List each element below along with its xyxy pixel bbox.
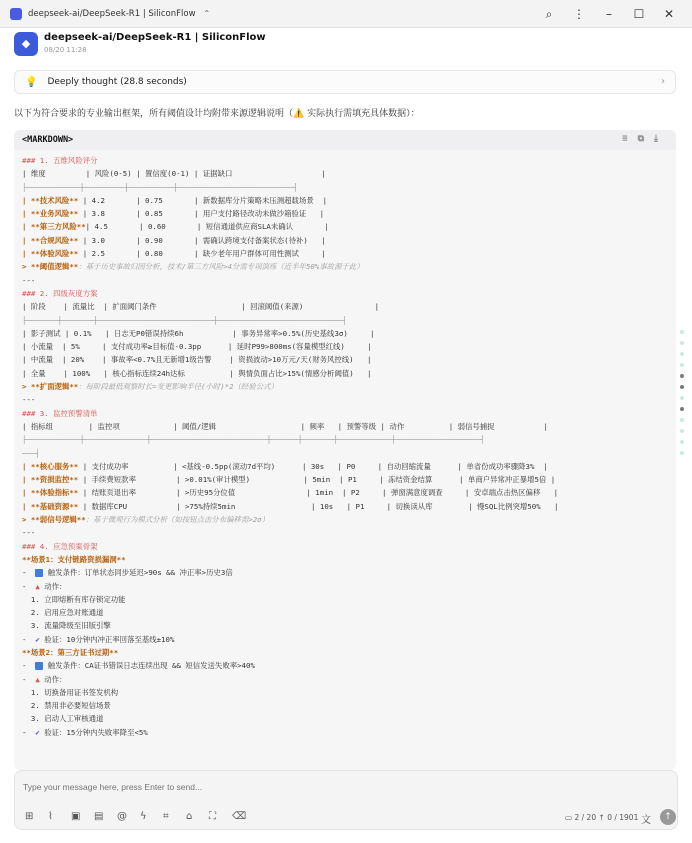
code-bold: **场景2：第三方证书过期** bbox=[22, 647, 119, 657]
alert-icon: ▲ bbox=[35, 581, 40, 591]
code-line bbox=[22, 234, 676, 247]
code-text: 验证：15分钟内失败率降至<5% bbox=[39, 727, 148, 737]
code-line bbox=[22, 447, 676, 460]
code-divider: ├────────────┼─────────┼──────────┼──────────────────────────┤ bbox=[22, 182, 298, 192]
composer-toolbar bbox=[25, 811, 255, 822]
code-text: 2. 启用应急对账通道 bbox=[22, 608, 104, 618]
grid-icon[interactable]: ⌗ bbox=[163, 811, 169, 822]
code-line bbox=[22, 194, 676, 207]
code-text: | 3.0 | 0.90 | 需确认跨境支付备案状态(待补) | bbox=[78, 235, 326, 245]
code-bold: | **第三方风险** bbox=[22, 222, 86, 232]
composer bbox=[14, 770, 678, 830]
code-bold: | **资损监控** bbox=[22, 475, 79, 485]
code-bullet: - bbox=[22, 674, 36, 684]
code-line bbox=[22, 712, 676, 725]
code-text: | 4.2 | 0.75 | 新数据库分片策略未压测超载场景 | bbox=[78, 195, 328, 205]
check-icon: ✔ bbox=[35, 634, 40, 644]
code-line bbox=[22, 380, 676, 393]
check-icon: ✔ bbox=[35, 727, 40, 737]
minimize-icon[interactable]: – bbox=[606, 7, 612, 21]
code-line bbox=[22, 260, 676, 273]
code-line bbox=[22, 154, 676, 167]
code-line bbox=[22, 726, 676, 739]
search-icon[interactable]: ⌕ bbox=[545, 6, 553, 21]
add-icon[interactable]: ⊞ bbox=[25, 811, 34, 822]
code-line bbox=[22, 220, 676, 233]
chat-header bbox=[14, 32, 674, 56]
image-icon[interactable]: ▣ bbox=[71, 811, 81, 822]
code-line bbox=[22, 407, 676, 420]
wrap-icon[interactable]: ≡ bbox=[622, 134, 638, 144]
code-text: | 影子测试 | 0.1% | 日志无P0错误持续6h | 事务异常率>0.5%(历史基线3σ) | bbox=[22, 328, 375, 338]
code-content bbox=[14, 150, 676, 739]
message-date: 08/20 11:28 bbox=[44, 46, 87, 54]
copy-icon[interactable]: ⧉ bbox=[637, 134, 655, 144]
chevron-right-icon: › bbox=[661, 76, 665, 87]
pin-icon[interactable]: ⌂ bbox=[186, 811, 193, 822]
code-line bbox=[22, 181, 676, 194]
code-heading: ### 4. 应急预案骨架 bbox=[22, 541, 98, 551]
code-text: | 全量 | 100% | 核心指标连续24h达标 | 舆情负面占比>15%(情感分析阈值) | bbox=[22, 368, 372, 378]
more-icon[interactable]: ⋮ bbox=[573, 7, 585, 21]
code-line bbox=[22, 606, 676, 619]
code-text: ：基于微观行为模式分析（如按钮点击分布偏移需>2σ） bbox=[85, 515, 269, 525]
code-text: --- bbox=[22, 275, 36, 285]
code-line bbox=[22, 699, 676, 712]
code-bullet: - bbox=[22, 661, 36, 671]
code-line bbox=[22, 526, 676, 539]
code-heading: ### 1. 五维风险评分 bbox=[22, 156, 98, 165]
send-button[interactable]: ↑ bbox=[660, 809, 676, 825]
intro-before: 以下为符合要求的专业输出框架，所有阈值设计均附带来源逻辑说明（ bbox=[14, 109, 294, 119]
code-line bbox=[22, 513, 676, 526]
code-heading: ### 3. 监控预警清单 bbox=[22, 408, 98, 418]
code-block bbox=[14, 130, 676, 770]
code-bullet: - bbox=[22, 727, 36, 737]
code-header bbox=[14, 130, 676, 150]
code-text: --- bbox=[22, 395, 36, 405]
code-text: 动作： bbox=[39, 581, 67, 591]
code-text: | 手续费短款率 | >0.01%(审计模型) | 5min | P1 | 冻结资金结算 | 单商户异常冲正暴增5倍 | bbox=[78, 475, 556, 485]
code-divider: ├────────────┼──────────────┼──────────────────────────┼──────┼───────┼────────────┼───────────────────┤ bbox=[22, 435, 485, 445]
code-divider: ───┤ bbox=[22, 448, 40, 458]
download-icon[interactable]: ⤓ bbox=[654, 134, 668, 144]
code-text: | 3.8 | 0.85 | 用户支付路径改动未做沙箱验证 | bbox=[78, 209, 325, 219]
code-bold: > **扩面逻辑** bbox=[22, 382, 79, 392]
code-text: | 4.5 | 0.60 | 短信通道供应商SLA未确认 | bbox=[85, 222, 329, 232]
code-text: | 结账页退出率 | >历史95分位值 | 1min | P2 | 弹窗满意度调查 | 安卓端点击热区偏移 | bbox=[78, 488, 559, 498]
code-text: | 数据库CPU | >75%持续5min | 10s | P1 | 切换读从库 | 慢SQL比例突增50% | bbox=[78, 501, 559, 511]
code-line bbox=[22, 673, 676, 686]
code-text: 1. 立即熔断有库存锁定功能 bbox=[22, 594, 126, 604]
intro-after: 实际执行需填充具体数据）： bbox=[304, 109, 420, 119]
code-divider: ├───────┼───────┼──────────────────────────┼────────────────────────────┤ bbox=[22, 315, 347, 325]
code-line bbox=[22, 167, 676, 180]
code-line bbox=[22, 566, 676, 579]
code-line bbox=[22, 287, 676, 300]
expand-icon[interactable]: ⛶ bbox=[209, 811, 216, 822]
thought-toggle[interactable] bbox=[14, 70, 676, 94]
code-line bbox=[22, 340, 676, 353]
model-title: deepseek-ai/DeepSeek-R1 | SiliconFlow bbox=[44, 32, 266, 43]
code-bold: | **体验风险** bbox=[22, 249, 79, 259]
code-line bbox=[22, 433, 676, 446]
mention-icon[interactable]: @ bbox=[117, 811, 127, 822]
code-actions bbox=[622, 134, 668, 144]
code-text: 3. 流量降级至旧版引擎 bbox=[22, 621, 111, 631]
code-text: ：基于历史事故归因分析，技术/第三方风险>4分需专项演练（近半年50%事故源于此） bbox=[78, 262, 364, 272]
code-line bbox=[22, 646, 676, 659]
code-line bbox=[22, 247, 676, 260]
maximize-icon[interactable]: ☐ bbox=[633, 7, 645, 21]
code-line bbox=[22, 353, 676, 366]
code-heading: ### 2. 四级灰度方案 bbox=[22, 288, 98, 298]
code-text: 验证：10分钟内冲正率回落至基线±10% bbox=[39, 634, 175, 644]
code-line bbox=[22, 593, 676, 606]
code-line bbox=[22, 460, 676, 473]
lightning-icon[interactable]: ϟ bbox=[140, 811, 147, 822]
code-bold: | **核心服务** bbox=[22, 461, 79, 471]
counter bbox=[565, 813, 638, 822]
model-avatar-icon: ◆ bbox=[14, 32, 38, 56]
code-text: 触发条件：订单状态同步延迟>90s && 冲正率>历史3倍 bbox=[43, 568, 233, 578]
code-line bbox=[22, 207, 676, 220]
code-line bbox=[22, 367, 676, 380]
code-bold: | **基础资源** bbox=[22, 501, 79, 511]
file-icon[interactable]: ▤ bbox=[94, 811, 104, 822]
code-line bbox=[22, 619, 676, 632]
code-text: | 2.5 | 0.80 | 缺少老年用户群体可用性测试 | bbox=[78, 249, 326, 259]
code-line bbox=[22, 500, 676, 513]
intro-text bbox=[14, 106, 420, 119]
code-text: | 中流量 | 20% | 事故率<0.7%且无新增1级告警 | 资损波动>10万元/天(财务风控线) | bbox=[22, 355, 372, 365]
code-bold: | **体验指标** bbox=[22, 488, 79, 498]
code-text: --- bbox=[22, 528, 36, 538]
eraser-icon[interactable]: ⌫ bbox=[232, 811, 247, 822]
message-input[interactable] bbox=[23, 779, 663, 795]
code-text: 动作： bbox=[39, 674, 67, 684]
code-line bbox=[22, 580, 676, 593]
scroll-indicator[interactable] bbox=[680, 330, 686, 462]
code-text: 2. 禁用非必要短信场景 bbox=[22, 701, 111, 711]
code-line bbox=[22, 686, 676, 699]
code-line bbox=[22, 314, 676, 327]
code-text: ：每阶段最低观察时长=变更影响半径(小时)*2（经验公式） bbox=[78, 382, 278, 392]
warning-icon: ⚠️ bbox=[293, 109, 305, 119]
code-text: | 支付成功率 | <基线-0.5pp(滚动7d平均) | 30s | P0 | 自动回缩流量 | 单省份成功率骤降3% | bbox=[78, 461, 548, 471]
code-line bbox=[22, 327, 676, 340]
code-bold: **场景1：支付链路资损漏洞** bbox=[22, 554, 126, 564]
code-text: | 指标组 | 监控项 | 阈值/逻辑 | 频率 | 预警等级 | 动作 | 弱信号捕捉 | bbox=[22, 421, 548, 431]
thought-label: Deeply thought (28.8 seconds) bbox=[47, 77, 187, 87]
code-bold: | **业务风险** bbox=[22, 209, 79, 219]
code-line bbox=[22, 473, 676, 486]
code-text: | 阶段 | 流量比 | 扩面阈门条件 | 回滚阈值(来源) | bbox=[22, 302, 380, 312]
app-logo-icon bbox=[10, 8, 22, 20]
code-bold: > **阈值逻辑** bbox=[22, 262, 79, 272]
window-title-text: deepseek-ai/DeepSeek-R1 | SiliconFlow bbox=[28, 8, 196, 19]
translate-icon[interactable]: 文 bbox=[641, 815, 651, 826]
code-line bbox=[22, 274, 676, 287]
code-text: 1. 切换备用证书签发机构 bbox=[22, 687, 119, 697]
code-bullet: - bbox=[22, 568, 36, 578]
chevron-down-icon[interactable]: ⌃ bbox=[203, 9, 211, 18]
window-controls bbox=[534, 0, 684, 28]
code-line bbox=[22, 486, 676, 499]
message-count: 2 / 20 bbox=[574, 813, 597, 822]
doc-icon: ▭ bbox=[565, 813, 573, 822]
up-icon: ↑ bbox=[598, 813, 605, 822]
attach-icon[interactable]: ⌇ bbox=[48, 811, 53, 822]
char-count: 0 / 1901 bbox=[607, 813, 639, 822]
code-line bbox=[22, 393, 676, 406]
window-title[interactable] bbox=[28, 9, 210, 19]
code-bold: > **弱信号逻辑** bbox=[22, 515, 86, 525]
code-text: 触发条件：CA证书错误日志连续出现 && 短信发送失败率>40% bbox=[43, 661, 255, 671]
code-text: | 小流量 | 5% | 支付成功率≥目标值-0.3pp | 延时P99>800ms(容量模型红线) | bbox=[22, 342, 372, 352]
alert-icon: ▲ bbox=[35, 674, 40, 684]
code-text: 3. 启动人工审核通道 bbox=[22, 714, 104, 724]
code-line bbox=[22, 420, 676, 433]
code-bold: | **合规风险** bbox=[22, 235, 79, 245]
title-bar bbox=[0, 0, 692, 28]
code-line bbox=[22, 540, 676, 553]
code-bullet: - bbox=[22, 581, 36, 591]
code-bullet: - bbox=[22, 634, 36, 644]
code-line bbox=[22, 300, 676, 313]
code-line bbox=[22, 633, 676, 646]
close-icon[interactable]: ✕ bbox=[663, 7, 675, 21]
code-line bbox=[22, 659, 676, 672]
code-text: | 维度 | 风险(0-5) | 置信度(0-1) | 证据缺口 | bbox=[22, 169, 326, 179]
lightbulb-icon: 💡 bbox=[25, 76, 38, 88]
code-bold: | **技术风险** bbox=[22, 195, 79, 205]
code-language: <MARKDOWN> bbox=[22, 135, 74, 145]
code-line bbox=[22, 553, 676, 566]
